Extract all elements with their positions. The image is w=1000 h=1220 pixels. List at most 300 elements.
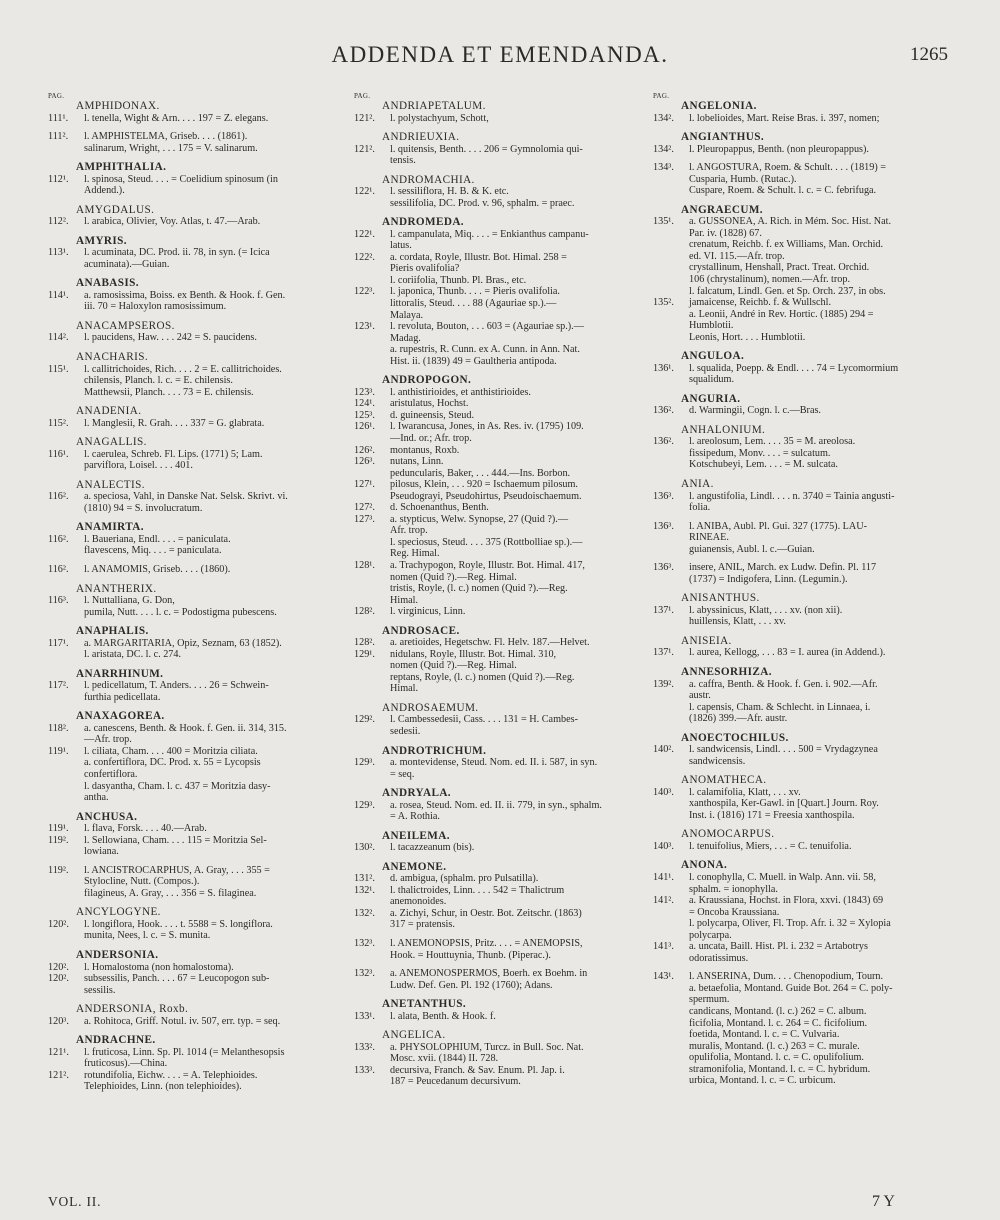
entry-line [653,239,953,251]
entry-line [354,769,644,781]
page-ref: 127³. [354,513,375,525]
entry [48,521,338,557]
genus-heading: ANIA. [681,478,714,491]
entry-text: crenatum, Reichb. f. ex Williams, Man. Orchid. [689,239,884,251]
entry-line [354,263,644,275]
entry-text: l. lobelioides, Mart. Reise Bras. i. 397, nomen; [689,112,880,124]
entry-text: decursiva, Franch. & Sav. Enum. Pl. Jap. i. [390,1064,565,1076]
entry-line [653,884,953,896]
entry-text: l. sessiliflora, H. B. & K. etc. [390,186,509,198]
entry-line [653,810,953,822]
entry-text: l. polycarpa, Oliver, Fl. Trop. Afr. i. 32 = Xylopia [689,918,891,930]
entry-text: a. confertiflora, DC. Prod. x. 55 = Lycopsis [84,757,261,769]
entry-line [653,756,953,768]
entry [653,162,953,197]
entry-text: l. ANEMONOPSIS, Pritz. . . . = ANEMOPSIS, [390,938,583,950]
entry [48,906,338,942]
entry [48,351,338,398]
entry-line [354,908,644,920]
entry-text: Hist. ii. (1839) 49 = Gaultheria antipoda. [390,355,557,367]
entry-text: l. arabica, Olivier, Voy. Atlas, t. 47.—Arab. [84,216,261,228]
entry [48,668,338,704]
page-ref: 139². [653,678,674,690]
page-ref: 128². [354,606,375,618]
entry-line [48,888,338,900]
entry-text: Reg. Himal. [390,548,440,560]
entry-line [48,1058,338,1070]
entry-text: l. flava, Forsk. . . . 40.—Arab. [84,823,207,835]
entry-text: l. areolosum, Lem. . . . 35 = M. areolosa. [689,436,856,448]
genus-heading: ANGURIA. [681,392,741,405]
entry-text: l. quitensis, Benth. . . . 206 = Gymnolomia qui- [390,143,583,155]
entry-text: antha. [84,792,109,804]
entry-line [354,479,644,491]
entry-line [354,240,644,252]
entry-text: insere, ANIL, March. ex Ludw. Defin. Pl. 117 [689,562,877,574]
entry [48,235,338,271]
page-ref: 115¹. [48,363,69,375]
entry-text: montanus, Roxb. [390,444,460,456]
page-ref: 126³. [354,456,375,468]
entry-text: nidulans, Royle, Illustr. Bot. Himal. 310, [390,648,557,660]
page-ref: 121². [354,112,375,124]
entry [653,521,953,556]
entry-text: l. ANGOSTURA, Roem. & Schult. . . . (1819) = [689,162,887,174]
entry-text: l. ANCISTROCARPHUS, A. Gray, . . . 355 = [84,864,270,876]
entry [653,592,953,628]
entry-line [653,113,953,125]
entry-text: (1810) 94 = S. involucratum. [84,502,203,514]
entry-line [48,113,338,125]
entry-line [653,872,953,884]
entry-line [653,841,953,853]
entry-text: Himal. [390,683,419,695]
entry-text: opulifolia, Montand. l. c. = C. opulifolium. [689,1052,864,1064]
entry-line [48,534,338,546]
entry-line [653,174,953,186]
entry-text: a. Trachypogon, Royle, Illustr. Bot. Himal. 417, [390,560,585,571]
entry-text: confertiflora. [84,769,138,780]
entry [48,811,338,858]
entry-text: l. thalictroides, Linn. . . . 542 = Thalictrum [390,884,565,896]
entry-line [354,387,644,399]
entry-line [653,251,953,263]
page-ref: 116¹. [48,448,69,460]
entry-line [354,1076,644,1088]
genus-heading: ANGRAECUM. [681,203,763,216]
genus-heading: ANANTHERIX. [76,582,157,595]
entry-line [354,950,644,962]
entry-text: l. tacazzeanum (bis). [390,842,475,854]
entry [653,131,953,155]
entry-line [354,113,644,125]
entry-text: Himal. [390,594,419,606]
entry-text: crystallinum, Henshall, Pract. Treat. Orchid. [689,262,870,274]
entry-text: aristulatus, Hochst. [390,398,469,410]
genus-heading: ANDROSAEMUM. [382,701,479,714]
page-ref: 119¹. [48,745,69,757]
entry-line [354,286,644,298]
genus-heading: ANABASIS. [76,277,139,290]
page-ref: 141³. [653,941,674,953]
page-ref: 121². [354,143,375,155]
entry-line [48,301,338,313]
entry-text: Mosc. xvii. (1844) II. 728. [390,1053,499,1065]
entry-text: salinarum, Wright, . . . 175 = V. salinarum. [84,142,258,154]
entry-line [48,865,338,877]
genus-heading: ANCHUSA. [76,810,138,823]
entry-line [48,919,338,931]
entry-line [48,781,338,793]
page-ref: 133³. [354,1064,375,1076]
page-ref: 140³. [653,786,674,798]
entry-text: Telephioides, Linn. (non telephioides). [84,1081,242,1093]
entry [354,100,644,124]
entry-text: acuminata).—Guian. [84,258,170,270]
entry-line [354,583,644,595]
entry-text: Malaya. [390,309,424,321]
entry-text: furthia pedicellata. [84,691,161,703]
entry-text: a. Zichyi, Schur, in Oestr. Bot. Zeitschr. (1863) [390,907,582,919]
entry-line [653,616,953,628]
entry-line [354,344,644,356]
entry-line [48,649,338,661]
entry [354,374,644,617]
entry [48,100,338,124]
page-ref: 125³. [354,409,375,421]
entry-line [354,1042,644,1054]
entry-text: Ludw. Def. Gen. Pl. 192 (1760); Adans. [390,979,553,991]
entry-text: xanthospila, Ker-Gawl. in [Quart.] Journ. Roy. [689,798,879,810]
entry-text: l. Nuttalliana, G. Don, [84,595,175,607]
entry-line [354,275,644,287]
genus-heading: ANAPHALIS. [76,625,149,638]
genus-heading: AMPHITHALIA. [76,161,167,174]
page-ref: 128². [354,637,375,649]
entry-line [354,842,644,854]
genus-heading: ANAGALLIS. [76,436,147,449]
genus-heading: ANGULOA. [681,350,745,363]
entry [653,859,953,964]
entry-text: a. ramosissima, Boiss. ex Benth. & Hook. f. Gen. [84,289,286,301]
entry-line [653,374,953,386]
genus-heading: ANARRHINUM. [76,667,164,680]
entry-line [653,162,953,174]
entry-line [653,971,953,983]
entry-text: candicans, Montand. (l. c.) 262 = C. album. [689,1005,867,1017]
entry [653,828,953,852]
entry-line [48,564,338,576]
entry [653,424,953,471]
entry-line [354,333,644,345]
genus-heading: ANCYLOGYNE. [76,906,161,919]
entry-line [354,514,644,526]
page-ref: 123³. [354,386,375,398]
entry-line [653,544,953,556]
page-ref: 124¹. [354,398,375,410]
page-ref: 112¹. [48,173,69,185]
volume-label: VOL. II. [48,1194,102,1209]
entry-line [354,491,644,503]
entry-text: d. Schoenanthus, Benth. [390,502,489,514]
entry-text: munita, Nees, l. c. = S. munita. [84,930,211,942]
entry [354,968,644,991]
entry [653,971,953,1086]
entry-text: Madag. [390,332,421,344]
entry-text: a. Leonii, André in Rev. Hortic. (1885) 294 = [689,308,874,320]
entry-line [354,660,644,672]
entry-text: l. anthistirioides, et anthistirioides. [390,386,531,398]
entry-text: rotundifolia, Eichw. . . . = A. Telephioides. [84,1069,258,1081]
entry-line [48,1070,338,1082]
entry-line [653,216,953,228]
genus-heading: ANGELICA. [382,1029,446,1042]
signature-mark: 7 Y [872,1193,895,1210]
entry-text: austr. [689,690,711,702]
entry-line [48,962,338,974]
page-ref: 116². [48,533,69,545]
genus-heading: ANADENIA. [76,405,142,418]
entry [48,949,338,996]
entry-line [48,375,338,387]
entry-line [48,216,338,228]
entry [653,774,953,821]
genus-heading: ANDROMACHIA. [382,173,475,186]
entry-line [48,746,338,758]
entry-text: l. ANSERINA, Dum. . . . Chenopodium, Tourn. [689,971,884,983]
entry [48,479,338,515]
entry-text: l. spinosa, Steud. . . . = Coelidium spinosum (in [84,173,278,185]
entry [48,1003,338,1027]
entry-line [354,1053,644,1065]
page-ref: 134². [653,112,674,124]
page-ref: 130². [354,842,375,854]
genus-heading: ANOMOCARPUS. [681,828,775,841]
entry-text: littoralis, Steud. . . . 88 (Agauriae sp.).— [390,298,557,310]
running-title: ADDENDA ET EMENDANDA. [331,42,669,67]
entry-text: l. ciliata, Cham. . . . 400 = Moritzia ciliata. [84,745,258,757]
entry-line [48,259,338,271]
entry-text: l. Homalostoma (non homalostoma). [84,961,234,973]
genus-heading: ANDERSONIA, Roxb. [76,1003,189,1016]
entry-line [653,332,953,344]
entry-text: pumila, Nutt. . . . l. c. = Podostigma pubescens. [84,606,277,618]
page-ref: 119². [48,864,69,876]
page-ref: 127¹. [354,479,375,491]
entry-text: (1826) 399.—Afr. austr. [689,713,788,725]
entry-text: a. canescens, Benth. & Hook. f. Gen. ii. 314, 315. [84,722,287,734]
entry-text: d. guineensis, Steud. [390,409,475,421]
genus-heading: ANETANTHUS. [382,998,467,1011]
page-ref: 141¹. [653,871,674,883]
entry-text: a. betaefolia, Montand. Guide Bot. 264 = C. poly- [689,982,893,994]
page-ref: 121². [48,1069,69,1081]
page-ref: 134³. [653,162,674,174]
entry-line [653,297,953,309]
entry-line [48,143,338,155]
page-ref: 133¹. [354,1010,375,1022]
entry [653,478,953,514]
entry-text: a. Rohitoca, Griff. Notul. iv. 507, err. typ. = seq. [84,1015,281,1027]
entry-text: nomen (Quid ?).—Reg. Himal. [390,571,517,583]
entry-text: l. revoluta, Bouton, . . . 603 = (Agauriae sp.).— [390,321,584,333]
entry [48,625,338,661]
entry-line [48,387,338,399]
entry-line [48,418,338,430]
entry-text: urbica, Montand. l. c. = C. urbicum. [689,1075,836,1087]
genus-heading: ANAXAGOREA. [76,710,165,723]
entry-line [354,714,644,726]
entry [354,1029,644,1088]
entry-line [653,941,953,953]
entry-text: = A. Rothia. [390,811,440,823]
entry-line [653,262,953,274]
entry-text: l. dasyantha, Cham. l. c. 437 = Moritzia dasy- [84,780,271,792]
entry-text: l. Baueriana, Endl. . . . = paniculata. [84,533,231,545]
entry-line [48,174,338,186]
entry [653,393,953,417]
entry-text: l. abyssinicus, Klatt, . . . xv. (non xii). [689,604,843,616]
entry-text: fruticosus).—China. [84,1058,168,1070]
entry-text: jamaicense, Reichb. f. & Wullschl. [689,297,831,309]
entry-text: tensis. [390,155,416,167]
entry-text: sphalm. = ionophylla. [689,883,778,895]
entry-text: l. fruticosa, Linn. Sp. Pl. 1014 (= Melanthesopsis [84,1046,285,1058]
entry-text: lowiana. [84,846,119,858]
page-ref: 129¹. [354,648,375,660]
page-ref: 136³. [653,490,674,502]
entry-text: l. japonica, Thunb. . . . = Pieris ovalifolia. [390,286,560,298]
entry-line [354,229,644,241]
entry-line [653,702,953,714]
entry-text: a. aretioides, Hegetschw. Fl. Helv. 187.—Helvet. [390,637,590,649]
entry-text: (1737) = Indigofera, Linn. (Legumin.). [689,573,848,585]
entry-line [48,823,338,835]
entry-line [48,930,338,942]
entry [354,174,644,210]
entry-line [354,298,644,310]
entry-line [354,649,644,661]
genus-heading: ANONA. [681,859,728,872]
page-ref: 114¹. [48,289,69,301]
entry-text: a. uncata, Baill. Hist. Pl. i. 232 = Artabotrys [689,941,868,953]
entry-text: pilosus, Klein, . . . 920 = Ischaemum pilosum. [390,479,578,491]
genus-heading: ANDRACHNE. [76,1034,156,1047]
entry-text: sessilis. [84,984,116,996]
entry-line [653,144,953,156]
entry-line [653,532,953,544]
page-ref: 131². [354,873,375,885]
entry [48,865,338,900]
genus-heading: AMYGDALUS. [76,203,155,216]
page-ref: 128¹. [354,560,375,571]
entry-line [354,968,644,980]
entry-text: l. alata, Benth. & Hook. f. [390,1010,496,1022]
entry-line [48,692,338,704]
page-ref: 140². [653,744,674,756]
page-ref: 117². [48,680,69,692]
entry-line [354,1011,644,1023]
genus-heading: ANDRIAPETALUM. [382,100,486,112]
entry-line [48,769,338,781]
entry-text: guianensis, Aubl. l. c.—Guian. [689,543,815,555]
entry-line [354,560,644,572]
entry [48,436,338,472]
page-ref: 129². [354,714,375,726]
entry-text: subsessilis, Panch. . . . 67 = Leucopogon sub- [84,973,270,985]
entry-text: latus. [390,240,412,252]
entry [48,161,338,197]
entry-line [653,491,953,503]
entry-text: Afr. trop. [390,525,428,537]
entry-line [48,638,338,650]
entry-text: —Ind. or.; Afr. trop. [390,432,472,444]
entry-line [354,672,644,684]
entry-line [653,1075,953,1087]
entry-text: a. PHYSOLOPHIUM, Turcz. in Bull. Soc. Nat. [390,1041,584,1053]
entry-text: 317 = pratensis. [390,919,455,931]
entry-line [48,460,338,472]
page-ref: 116². [48,491,69,503]
entry-line [653,274,953,286]
entry-text: odoratissimus. [689,952,749,964]
entry-line [48,973,338,985]
entry-line [653,574,953,586]
entry-text: a. rupestris, R. Cunn. ex A. Cunn. in Ann. Nat. [390,344,580,356]
entry-line [653,994,953,1006]
entry-text: l. paucidens, Haw. . . . 242 = S. paucidens. [84,332,257,344]
entry-line [354,595,644,607]
entry-line [354,525,644,537]
entry-text: nutans, Linn. [390,456,444,468]
entry-text: l. Cambessedesii, Cass. . . . 131 = H. Cambes- [390,714,578,726]
entry-text: tristis, Royle, (l. c.) nomen (Quid ?).—Reg. [390,583,568,595]
page-ref: 135¹. [653,216,674,228]
entry-line [653,286,953,298]
entry-text: Matthewsii, Planch. . . . 73 = E. chilensis. [84,386,254,398]
entry-line [48,792,338,804]
entry-text: Pseudograyi, Pseudohirtus, Pseudoischaemum. [390,490,582,502]
entry-line [48,876,338,888]
pag-label: PAG. [653,92,670,100]
entry-line [48,1016,338,1028]
entry-line [653,1041,953,1053]
entry-text: iii. 70 = Haloxylon ramosissimum. [84,301,227,313]
genus-heading: ANISEIA. [681,634,732,647]
page-ref: 132². [354,907,375,919]
page-ref: 140³. [653,840,674,852]
running-head [0,42,1000,72]
entry-text: a. GUSSONEA, A. Rich. in Mém. Soc. Hist. Nat. [689,216,892,228]
entry-line [653,930,953,942]
entry-line [354,310,644,322]
page-ref: 119¹. [48,823,69,835]
entry-text: = seq. [390,768,415,780]
page-ref: 120². [48,973,69,985]
page-ref: 113¹. [48,247,69,259]
entry-text: filagineus, A. Gray, . . . 356 = S. filaginea. [84,887,257,899]
page-ref: 141². [653,895,674,907]
entry-text: l. calamifolia, Klatt, . . . xv. [689,786,801,798]
page-ref: 132¹. [354,884,375,896]
page-ref: 121¹. [48,1046,69,1058]
entry-line [653,679,953,691]
entry [354,938,644,961]
entry [48,277,338,313]
genus-heading: ANOMATHECA. [681,774,767,787]
entry-line [48,757,338,769]
entry-line [48,595,338,607]
